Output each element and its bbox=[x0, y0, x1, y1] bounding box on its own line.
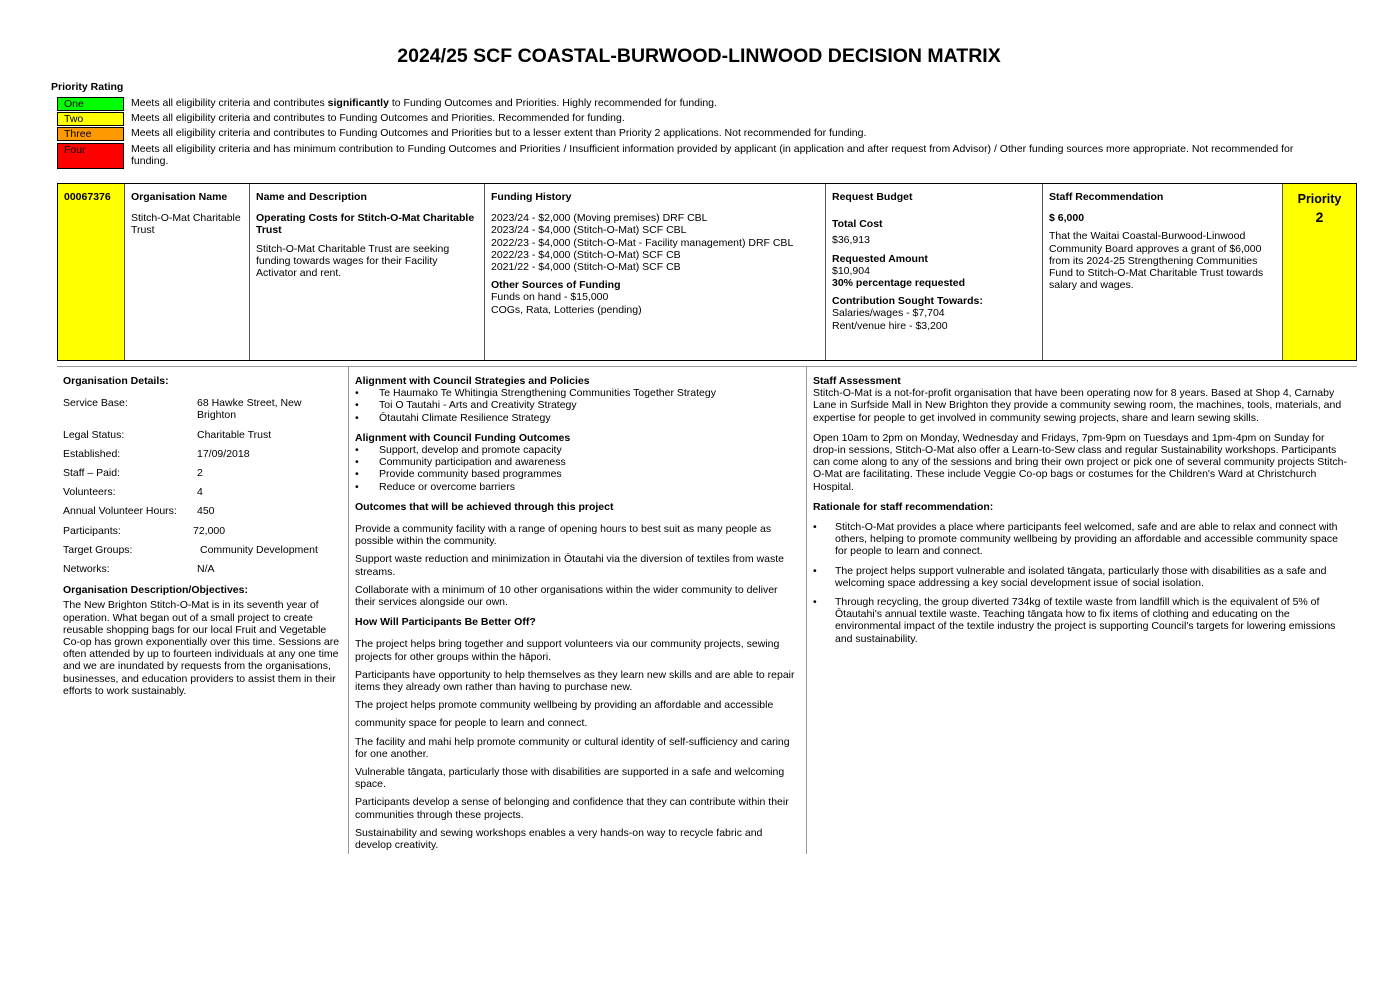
rationale-list bbox=[813, 521, 1351, 645]
staff-recommendation-cell bbox=[1043, 184, 1283, 360]
priority-desc: Meets all eligibility criteria and contributes to Funding Outcomes and Priorities but to a lesser extent than Priority 2 applications. Not recommended for funding. bbox=[131, 127, 867, 139]
other-sources-header: Other Sources of Funding bbox=[491, 279, 621, 292]
funding-outcomes-heading: Alignment with Council Funding Outcomes bbox=[355, 431, 571, 444]
priority-rating-heading: Priority Rating bbox=[51, 81, 124, 93]
request-budget-header: Request Budget bbox=[832, 191, 913, 203]
recommendation-text: That the Waitai Coastal-Burwood-Linwood Community Board approves a grant of $6,000 from its 2024-25 Strengthening Communities Fund to Stitch-O-Mat Charitable Trust towards salary and wages. bbox=[1049, 230, 1264, 292]
detail-row: Established: 17/09/2018 bbox=[63, 447, 250, 460]
rationale-heading: Rationale for staff recommendation: bbox=[813, 500, 994, 513]
priority-swatch: Two bbox=[57, 112, 124, 126]
name-description-cell bbox=[250, 184, 485, 360]
outcome-paragraph: Collaborate with a minimum of 10 other organisations within the wider community to deliver their services alongside our own. bbox=[355, 583, 778, 609]
assessment-paragraph: Stitch-O-Mat is a not-for-profit organisation that have been operating now for 8 years. Based at Shop 4, Carnaby Lane in Surfside Mall in New Brighton they provide a community sewing room, the machines, tools, materials, and expertise for people to get involved in community sewing projects, share and learn sewing skills. bbox=[813, 387, 1342, 424]
org-name-header: Organisation Name bbox=[131, 191, 228, 203]
list-item: • Stitch-O-Mat provides a place where participants feel welcomed, safe and are able to relax and connect with others, helping to promote community wellbeing by providing an affordable and accessible community space for people to learn and connect. bbox=[813, 521, 1351, 558]
funding-history-item: 2022/23 - $4,000 (Stitch-O-Mat - Facility management) DRF CBL bbox=[491, 236, 794, 249]
priority-row-two bbox=[57, 112, 625, 126]
priority-label: Priority bbox=[1297, 192, 1342, 206]
better-off-paragraph: Participants have opportunity to help themselves as they learn new skills and are able to repair items they already own rather than having to purchase new. bbox=[355, 668, 795, 694]
funding-history-item: 2022/23 - $4,000 (Stitch-O-Mat) SCF CB bbox=[491, 248, 681, 261]
strategies-heading: Alignment with Council Strategies and Policies bbox=[355, 375, 590, 387]
outcome-paragraph: Support waste reduction and minimization in Ōtautahi via the diversion of textiles from waste streams. bbox=[355, 553, 784, 578]
staff-assessment-column bbox=[807, 367, 1357, 854]
alignment-column bbox=[349, 367, 807, 854]
org-name: Stitch-O-Mat Charitable Trust bbox=[131, 212, 241, 237]
org-description: The New Brighton Stitch-O-Mat is in its seventh year of operation. What began out of a small project to create reusable shopping bags for our local Fruit and Vegetable Co-op has grown exponentially over this time. Sessions are often attended by up to fourteen individuals at any one time and we are inundated by requests from the organisations, businesses, and education providers to assist them in their efforts to work sustainably. bbox=[63, 599, 340, 697]
recommended-amount: $ 6,000 bbox=[1049, 212, 1085, 225]
detail-row: Volunteers: 4 bbox=[63, 486, 203, 499]
better-off-paragraph: The project helps promote community wellbeing by providing an affordable and accessible bbox=[355, 699, 774, 712]
lower-section bbox=[57, 366, 1357, 854]
outcomes-achieved-heading: Outcomes that will be achieved through this project bbox=[355, 500, 614, 513]
priority-desc: Meets all eligibility criteria and has minimum contribution to Funding Outcomes and Priorities / Insufficient information provided by applicant (in application and after request from Advisor) / Other funding sources more appropriate. Not recommended for funding. bbox=[131, 143, 1294, 168]
org-description-heading: Organisation Description/Objectives: bbox=[63, 584, 248, 597]
list-item: • Through recycling, the group diverted 734kg of textile waste from landfill which is the equivalent of 5% of Ōtautahi's annual textile waste. Teaching tāngata how to fix items of clothing and educating on the environmental impact of the textile industry the project is supporting Council's targets for lowering emissions and sustainability. bbox=[813, 596, 1351, 645]
detail-row: Annual Volunteer Hours: 450 bbox=[63, 505, 215, 518]
better-off-paragraph: Vulnerable tāngata, particularly those with disabilities are supported in a safe and welcoming space. bbox=[355, 766, 785, 791]
list-item: • The project helps support vulnerable and isolated tāngata, particularly those with disabilities as a safe and welcoming space addressing a key social development issue of social isolation. bbox=[813, 565, 1351, 589]
staff-recommendation-header: Staff Recommendation bbox=[1049, 191, 1164, 203]
list-item: • Ōtautahi Climate Resilience Strategy bbox=[355, 412, 800, 424]
list-item: • Reduce or overcome barriers bbox=[355, 481, 800, 493]
organisation-details-heading: Organisation Details: bbox=[63, 375, 169, 387]
application-id-cell bbox=[58, 184, 125, 360]
priority-row-one bbox=[57, 97, 717, 111]
org-name-cell bbox=[125, 184, 250, 360]
assessment-paragraph: Open 10am to 2pm on Monday, Wednesday and Fridays, 7pm-9pm on Tuesdays and 1pm-4pm on Sunday for drop-in sessions, Stitch-O-Mat also offer a Learn-to-Sew class and regular Sustainability workshops. Participants can come along to any of the sessions and bring their own project or pick one of several community projects Stitch-O-Mat are facilitating. These include Veggie Co-op bags or costumes for the Children's Ward at Christchurch Hospital. bbox=[813, 431, 1348, 493]
priority-swatch: Three bbox=[57, 127, 124, 141]
better-off-paragraph: community space for people to learn and connect. bbox=[355, 717, 588, 730]
funding-history-item: 2023/24 - $4,000 (Stitch-O-Mat) SCF CBL bbox=[491, 224, 687, 237]
total-cost-value: $36,913 bbox=[832, 234, 870, 247]
project-description: Stitch-O-Mat Charitable Trust are seeking funding towards wages for their Facility Activator and rent. bbox=[256, 242, 450, 280]
priority-row-four bbox=[57, 143, 1311, 169]
better-off-heading: How Will Participants Be Better Off? bbox=[355, 616, 536, 629]
detail-row: Participants: 72,000 bbox=[63, 524, 226, 537]
detail-row: Legal Status: Charitable Trust bbox=[63, 428, 272, 441]
detail-row: Staff – Paid: 2 bbox=[63, 467, 203, 480]
other-source-item: COGs, Rata, Lotteries (pending) bbox=[491, 303, 642, 316]
strategies-list bbox=[355, 387, 800, 424]
project-title: Operating Costs for Stitch-O-Mat Charitable Trust bbox=[256, 212, 475, 237]
contribution-item: Salaries/wages - $7,704 bbox=[832, 307, 945, 320]
funding-history-cell bbox=[485, 184, 826, 360]
priority-desc: Meets all eligibility criteria and contributes significantly to Funding Outcomes and Priorities. Highly recommended for funding. bbox=[131, 97, 717, 109]
application-id: 00067376 bbox=[64, 191, 111, 203]
list-item: • Community participation and awareness bbox=[355, 456, 800, 468]
priority-value: 2 bbox=[1315, 209, 1324, 225]
decision-table bbox=[57, 183, 1357, 361]
priority-swatch: Four bbox=[57, 143, 124, 169]
staff-assessment-heading: Staff Assessment bbox=[813, 375, 901, 387]
name-description-header: Name and Description bbox=[256, 191, 367, 203]
priority-cell bbox=[1283, 184, 1356, 360]
funding-history-item: 2023/24 - $2,000 (Moving premises) DRF CBL bbox=[491, 212, 708, 225]
priority-desc: Meets all eligibility criteria and contributes to Funding Outcomes and Priorities. Recommended for funding. bbox=[131, 112, 625, 124]
request-budget-cell bbox=[826, 184, 1043, 360]
requested-amount-label: Requested Amount bbox=[832, 252, 928, 265]
other-source-item: Funds on hand - $15,000 bbox=[491, 291, 609, 304]
list-item: • Support, develop and promote capacity bbox=[355, 444, 800, 456]
better-off-paragraph: Sustainability and sewing workshops enables a very hands-on way to recycle fabric and develop creativity. bbox=[355, 826, 763, 852]
better-off-paragraph: The project helps bring together and support volunteers via our community projects, sewing projects for other groups within the hāpori. bbox=[355, 638, 780, 663]
better-off-paragraph: Participants develop a sense of belonging and confidence that they can contribute within their communities through these projects. bbox=[355, 796, 789, 821]
funding-history-item: 2021/22 - $4,000 (Stitch-O-Mat) SCF CB bbox=[491, 261, 681, 274]
contribution-label: Contribution Sought Towards: bbox=[832, 295, 983, 308]
detail-row: Service Base: 68 Hawke Street, New Brighton bbox=[63, 397, 302, 422]
funding-history-header: Funding History bbox=[491, 191, 572, 203]
outcome-paragraph: Provide a community facility with a range of opening hours to best suit as many people as possible within the community. bbox=[355, 523, 772, 548]
requested-amount-value: $10,904 bbox=[832, 264, 870, 277]
percentage-requested: 30% percentage requested bbox=[832, 277, 966, 290]
priority-row-three bbox=[57, 127, 866, 141]
detail-row: Networks: N/A bbox=[63, 563, 215, 576]
list-item: • Toi O Tautahi - Arts and Creativity Strategy bbox=[355, 399, 800, 411]
funding-outcomes-list bbox=[355, 444, 800, 493]
organisation-details-column bbox=[57, 367, 349, 854]
total-cost-label: Total Cost bbox=[832, 218, 883, 231]
list-item: • Provide community based programmes bbox=[355, 468, 800, 480]
contribution-item: Rent/venue hire - $3,200 bbox=[832, 319, 948, 332]
better-off-paragraph: The facility and mahi help promote community or cultural identity of self-sufficiency and caring for one another. bbox=[355, 735, 790, 760]
priority-swatch: One bbox=[57, 97, 124, 111]
page-title: 2024/25 SCF COASTAL-BURWOOD-LINWOOD DECISION MATRIX bbox=[397, 45, 1001, 67]
detail-row: Target Groups: Community Development bbox=[63, 543, 318, 556]
list-item: • Te Haumako Te Whitingia Strengthening Communities Together Strategy bbox=[355, 387, 800, 399]
